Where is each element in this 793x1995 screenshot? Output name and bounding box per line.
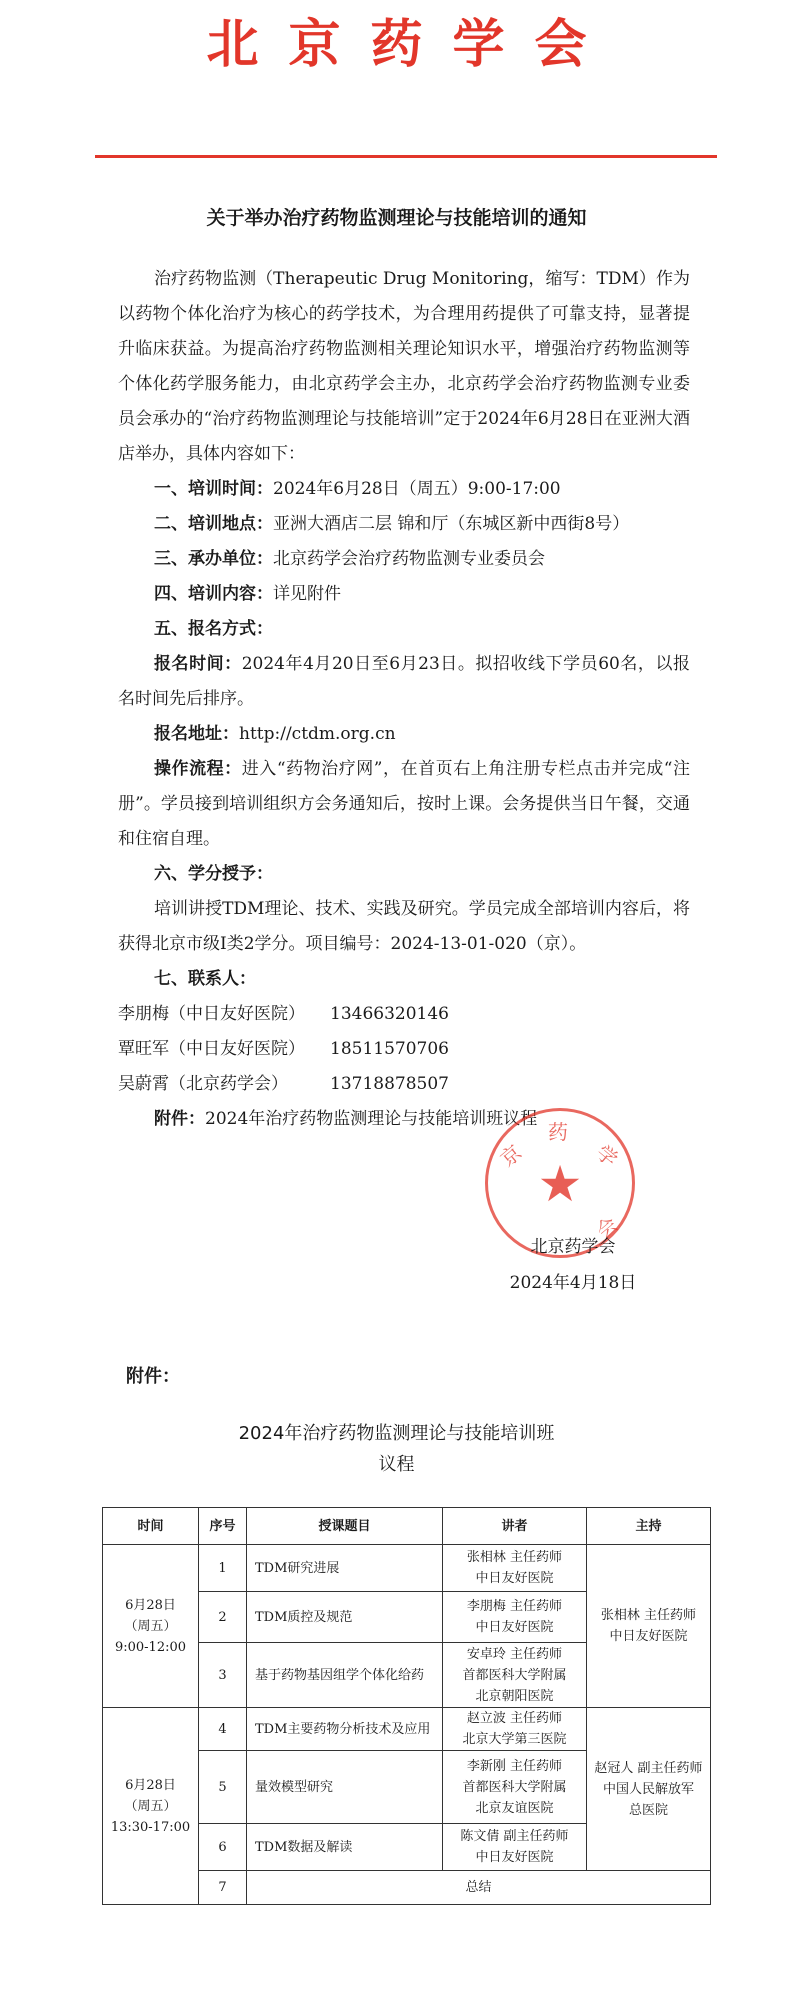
table-row xyxy=(103,1545,711,1592)
host-line: 总医院 xyxy=(628,1802,668,1818)
signup-process xyxy=(118,752,690,857)
speaker-line: 中日友好医院 xyxy=(475,1620,554,1635)
session-weekday: （周五） xyxy=(124,1798,177,1814)
signature-date: 2024年4月18日 xyxy=(509,1273,637,1293)
attachment-label: 附件： xyxy=(126,1366,180,1387)
item-training-content xyxy=(118,577,690,612)
speaker-line: 首都医科大学附属 xyxy=(462,1779,567,1795)
row-number: 3 xyxy=(199,1643,247,1708)
speaker-line: 张相林 主任药师 xyxy=(466,1550,563,1565)
host-line: 中国人民解放军 xyxy=(602,1781,694,1797)
item-label: 报名时间： xyxy=(154,654,242,674)
session-date: 6月28日 xyxy=(125,1597,176,1613)
session-time: 9:00-12:00 xyxy=(114,1639,187,1655)
item-value: 亚洲大酒店二层 锦和厅（东城区新中西街8号） xyxy=(273,514,630,534)
table-header-row xyxy=(103,1508,711,1545)
seal-char-bottom: 会 xyxy=(591,1212,623,1244)
row-topic: 基于药物基因组学个体化给药 xyxy=(247,1643,443,1708)
row-speaker xyxy=(443,1643,587,1708)
seal-char-right: 学 xyxy=(591,1140,623,1172)
speaker-line: 李朋梅 主任药师 xyxy=(466,1599,563,1614)
row-number: 2 xyxy=(199,1592,247,1643)
signup-time xyxy=(118,647,690,717)
afternoon-session-cell xyxy=(103,1708,199,1905)
contact-name: 李朋梅（中日友好医院） xyxy=(118,1004,305,1024)
notice-body xyxy=(118,262,690,1137)
item-label: 三、承办单位： xyxy=(154,549,273,569)
credit-text: 培训讲授TDM理论、技术、实践及研究。学员完成全部培训内容后，将获得北京市级Ⅰ类2学分。项目编号：2024-13-01-020（京）。 xyxy=(118,899,690,954)
speaker-line: 北京友谊医院 xyxy=(475,1800,554,1816)
header-speaker: 讲者 xyxy=(443,1508,587,1545)
item-label: 操作流程： xyxy=(154,759,242,779)
morning-host-cell xyxy=(587,1545,711,1708)
item-label: 四、培训内容： xyxy=(154,584,273,604)
seal-char-left: 京 xyxy=(495,1140,527,1172)
row-summary: 总结 xyxy=(247,1871,711,1905)
speaker-line: 中日友好医院 xyxy=(475,1571,554,1586)
signup-url-link[interactable]: http://ctdm.org.cn xyxy=(239,724,396,744)
row-number: 5 xyxy=(199,1751,247,1824)
contact-phone: 18511570706 xyxy=(330,1039,449,1059)
credit-heading: 六、学分授予： xyxy=(154,864,273,884)
row-topic: 量效模型研究 xyxy=(247,1751,443,1824)
seal-star-icon: ★ xyxy=(537,1155,583,1213)
header-number: 序号 xyxy=(199,1508,247,1545)
row-speaker xyxy=(443,1751,587,1824)
morning-session-cell xyxy=(103,1545,199,1708)
item-label: 附件： xyxy=(154,1109,205,1129)
row-number: 6 xyxy=(199,1824,247,1871)
item-value: 进入“药物治疗网”，在首页右上角注册专栏点击并完成“注册”。学员接到培训组织方会务通知后，按时上课。会务提供当日午餐，交通和住宿自理。 xyxy=(118,759,690,849)
signature-org: 北京药学会 xyxy=(530,1237,616,1257)
header-host: 主持 xyxy=(587,1508,711,1545)
host-line: 中日友好医院 xyxy=(609,1629,688,1644)
contact-row xyxy=(118,1067,690,1102)
contact-row xyxy=(118,1032,690,1067)
item-value: 详见附件 xyxy=(273,584,341,604)
afternoon-host-cell xyxy=(587,1708,711,1871)
row-speaker xyxy=(443,1545,587,1592)
speaker-line: 李新刚 主任药师 xyxy=(466,1758,563,1774)
item-label: 报名地址： xyxy=(154,724,239,744)
item-training-time xyxy=(118,472,690,507)
row-topic: TDM主要药物分析技术及应用 xyxy=(247,1708,443,1751)
row-speaker xyxy=(443,1592,587,1643)
item-value: 2024年4月20日至6月23日。拟招收线下学员60名，以报名时间先后排序。 xyxy=(118,654,690,709)
speaker-line: 安卓玲 主任药师 xyxy=(466,1646,563,1662)
contact-phone: 13718878507 xyxy=(330,1074,449,1094)
header-time: 时间 xyxy=(103,1508,199,1545)
row-number: 4 xyxy=(199,1708,247,1751)
session-weekday: （周五） xyxy=(124,1618,177,1634)
contact-row xyxy=(118,997,690,1032)
header-topic: 授课题目 xyxy=(247,1508,443,1545)
session-date: 6月28日 xyxy=(125,1777,176,1793)
row-number: 7 xyxy=(199,1871,247,1905)
contact-phone: 13466320146 xyxy=(330,1004,449,1024)
contact-name: 吴蔚霄（北京药学会） xyxy=(118,1074,288,1094)
schedule-table xyxy=(102,1507,711,1905)
item-label: 二、培训地点： xyxy=(154,514,273,534)
table-row xyxy=(103,1708,711,1751)
speaker-line: 陈文倩 副主任药师 xyxy=(460,1829,569,1844)
notice-title: 关于举办治疗药物监测理论与技能培训的通知 xyxy=(206,207,587,229)
item-training-place xyxy=(118,507,690,542)
item-value: 2024年6月28日（周五）9:00-17:00 xyxy=(273,479,561,499)
item-value: 北京药学会治疗药物监测专业委员会 xyxy=(273,549,545,569)
item-label: 一、培训时间： xyxy=(154,479,273,499)
row-speaker xyxy=(443,1824,587,1871)
host-line: 赵冠人 副主任药师 xyxy=(594,1760,703,1776)
speaker-line: 中日友好医院 xyxy=(475,1850,554,1865)
letterhead-divider xyxy=(95,155,717,158)
item-value: 2024年治疗药物监测理论与技能培训班议程 xyxy=(205,1109,538,1129)
letterhead-org-name: 北京药学会 xyxy=(206,15,617,75)
contact-heading: 七、联系人： xyxy=(154,969,256,989)
row-topic: TDM数据及解读 xyxy=(247,1824,443,1871)
seal-char-top: 药 xyxy=(548,1120,568,1144)
schedule-title xyxy=(0,1418,793,1480)
intro-paragraph: 治疗药物监测（Therapeutic Drug Monitoring，缩写：TDM）作为以药物个体化治疗为核心的药学技术，为合理用药提供了可靠支持，显著提升临床获益。为提高治疗药物监测相关理论知识水平，增强治疗药物监测等个体化药学服务能力，由北京药学会主办，北京药学会治疗药物监测专业委员会承办的“治疗药物监测理论与技能培训”定于2024年6月28日在亚洲大酒店举办，具体内容如下： xyxy=(118,269,690,464)
row-number: 1 xyxy=(199,1545,247,1592)
speaker-line: 北京朝阳医院 xyxy=(475,1688,554,1704)
row-topic: TDM研究进展 xyxy=(247,1545,443,1592)
signup-url xyxy=(118,717,690,752)
speaker-line: 首都医科大学附属 xyxy=(462,1667,567,1683)
host-line: 张相林 主任药师 xyxy=(600,1608,697,1623)
item-organizer xyxy=(118,542,690,577)
session-time: 13:30-17:00 xyxy=(110,1819,191,1835)
row-speaker xyxy=(443,1708,587,1751)
signup-heading: 五、报名方式： xyxy=(154,619,273,639)
schedule-title-line1: 2024年治疗药物监测理论与技能培训班 xyxy=(238,1423,555,1444)
row-topic: TDM质控及规范 xyxy=(247,1592,443,1643)
speaker-line: 赵立波 主任药师 xyxy=(466,1711,563,1726)
speaker-line: 北京大学第三医院 xyxy=(462,1732,567,1747)
contact-name: 覃旺军（中日友好医院） xyxy=(118,1039,305,1059)
schedule-title-line2: 议程 xyxy=(378,1454,415,1475)
